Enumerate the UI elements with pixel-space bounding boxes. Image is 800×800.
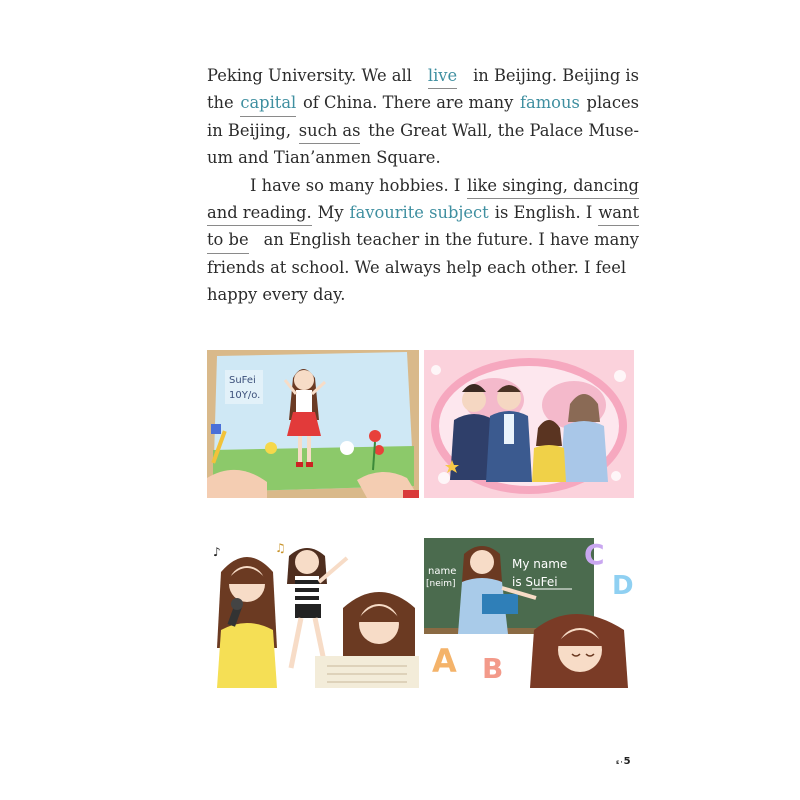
text-line xyxy=(207,281,639,308)
drawing-name-text: SuFei xyxy=(229,375,256,386)
letter-b: B xyxy=(482,652,504,685)
keyword-famous: famous xyxy=(520,93,580,113)
teacher-illustration xyxy=(424,538,634,688)
text-run: I have so many hobbies. I xyxy=(250,175,461,195)
svg-text:♫: ♫ xyxy=(275,541,286,555)
text-line xyxy=(207,144,639,171)
text-run: the Great Wall, the Palace Muse- xyxy=(368,120,639,140)
phrase-and-reading: and reading. xyxy=(207,199,312,226)
story-text xyxy=(207,62,639,309)
letter-d: D xyxy=(612,571,634,601)
phrase-to-be: to be xyxy=(207,226,249,253)
page-number-ornament: ɛ· xyxy=(616,759,624,766)
text-line xyxy=(207,62,639,89)
text-line xyxy=(207,254,639,281)
text-line xyxy=(207,172,639,199)
page-number-value: 5 xyxy=(623,756,631,767)
text-run: My xyxy=(317,202,344,222)
text-run: Peking University. We all xyxy=(207,66,412,85)
drawing-illustration xyxy=(207,350,419,498)
keyword-capital: capital xyxy=(240,89,296,116)
board-sentence-1: My name xyxy=(512,557,568,571)
text-run: um and Tian’anmen Square. xyxy=(207,148,441,168)
text-line xyxy=(207,89,639,116)
text-line xyxy=(207,117,639,144)
phrase-such-as: such as xyxy=(299,117,361,144)
hobbies-illustration xyxy=(207,538,419,688)
board-sentence-2: is SuFei xyxy=(512,575,558,589)
board-phonetic-text: [neim] xyxy=(426,579,456,589)
text-run: an English teacher in the future. I have many xyxy=(263,230,639,250)
svg-text:♪: ♪ xyxy=(213,545,221,559)
board-word-text: name xyxy=(428,566,457,577)
phrase-want: want xyxy=(598,199,639,226)
phrase-like-singing-dancing: like singing, dancing xyxy=(467,172,639,199)
text-run: is English. I xyxy=(494,202,593,222)
keyword-favourite-subject: favourite subject xyxy=(349,202,489,222)
family-illustration xyxy=(424,350,634,498)
letter-c: C xyxy=(584,538,605,571)
text-run: friends at school. We always help each other. I feel xyxy=(207,257,627,277)
text-run: places xyxy=(586,93,639,113)
drawing-age-text: 10Y/o. xyxy=(229,390,261,401)
text-run: in Beijing, xyxy=(207,120,292,140)
text-line xyxy=(207,226,639,253)
text-run: in Beijing. Beijing is xyxy=(473,66,639,85)
page-number xyxy=(616,756,631,767)
text-line xyxy=(207,199,639,226)
text-run: the xyxy=(207,93,234,113)
text-run: happy every day. xyxy=(207,285,346,305)
letter-a: A xyxy=(432,642,457,680)
text-run: of China. There are many xyxy=(302,93,514,113)
keyword-live: live xyxy=(428,62,457,89)
